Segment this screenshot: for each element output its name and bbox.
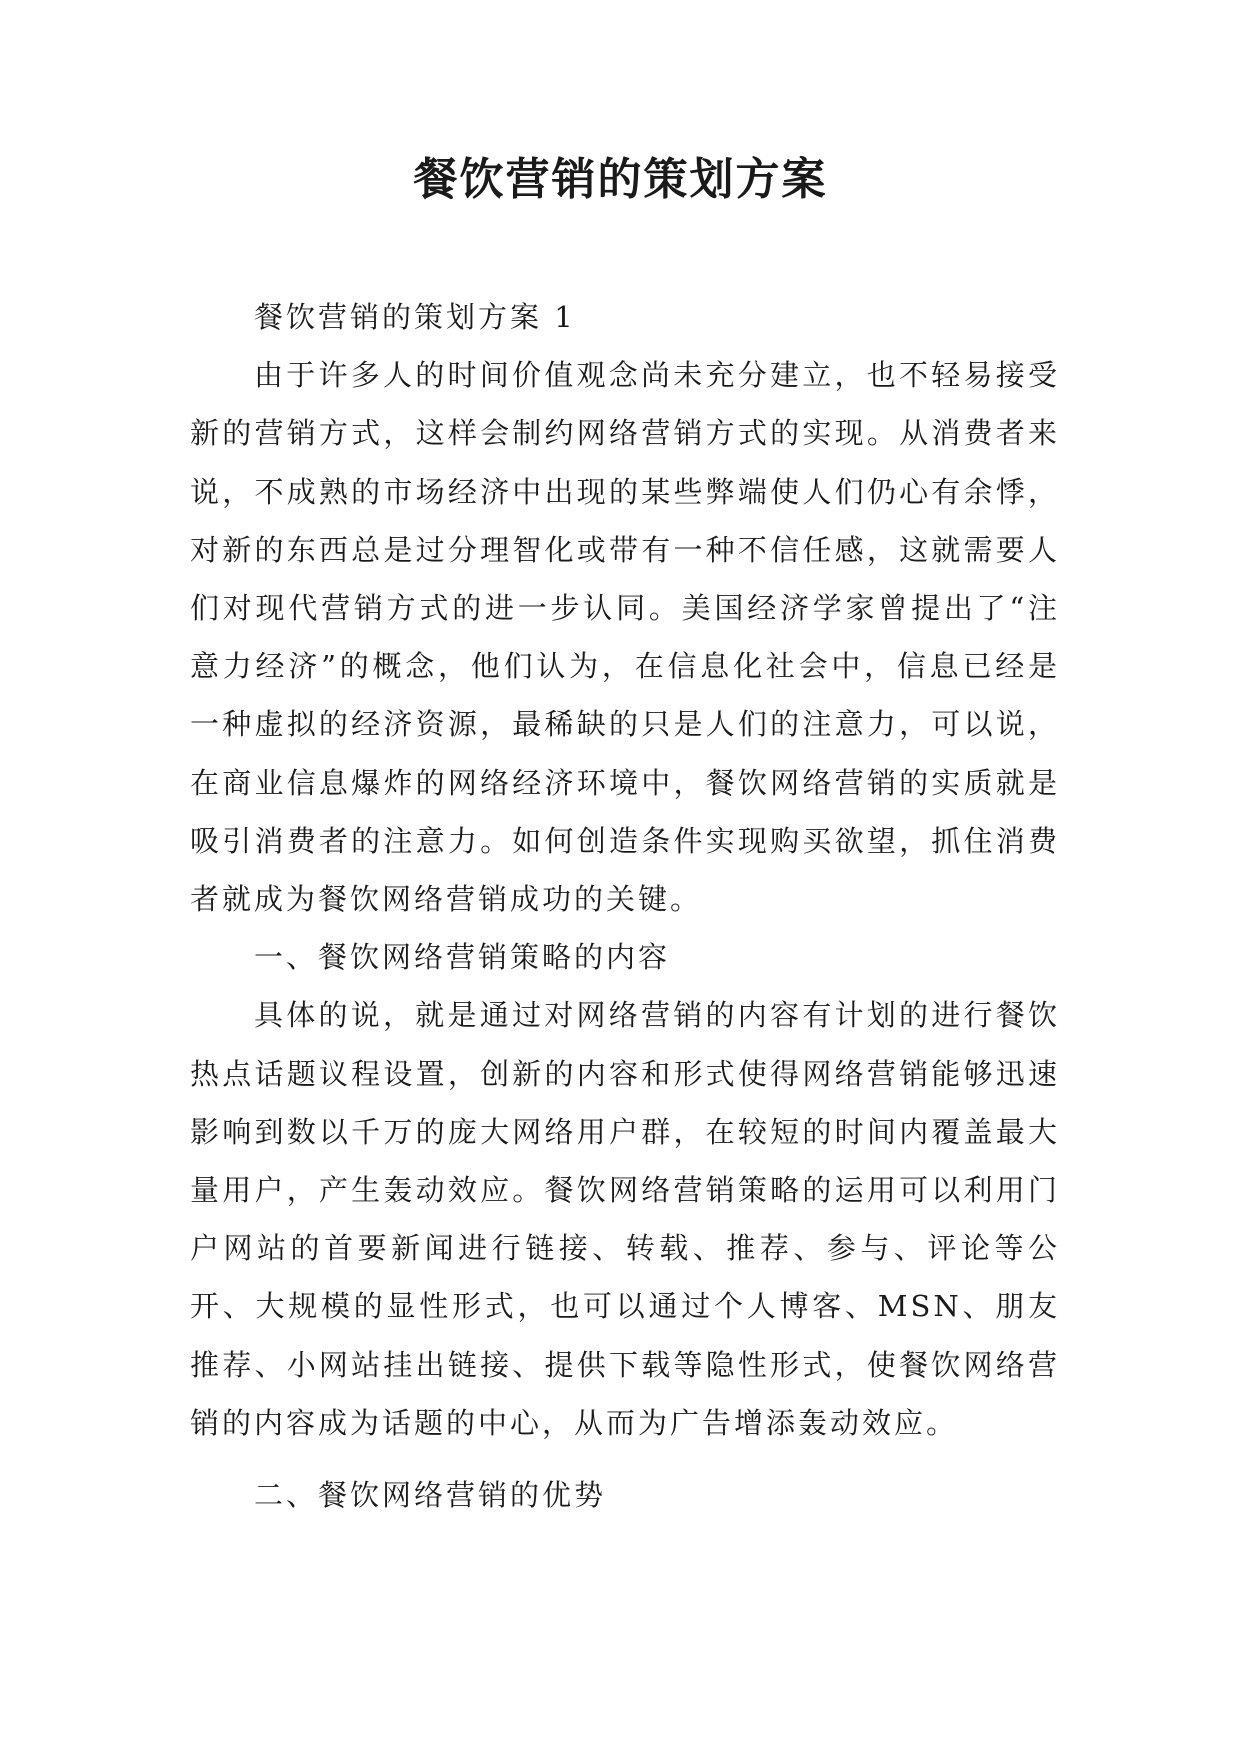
document-title: 餐饮营销的策划方案 <box>413 154 828 205</box>
document-body <box>190 288 1060 1524</box>
section-heading-strategy-content: 一、餐饮网络营销策略的内容 <box>254 940 671 975</box>
paragraph-attention-economy: 由于许多人的时间价值观念尚未充分建立，也不轻易接受新的营销方式，这样会制约网络营销方式的实现。从消费者来说，不成熟的市场经济中出现的某些弊端使人们仍心有余悸，对新的东西总是过分理智化或带有一种不信任感，这就需要人们对现代营销方式的进一步认同。美国经济学家曾提出了“注意力经济”的概念，他们认为，在信息化社会中，信息已经是一种虚拟的经济资源，最稀缺的只是人们的注意力，可以说，在商业信息爆炸的网络经济环境中，餐饮网络营销的实质就是吸引消费者的注意力。如何创造条件实现购买欲望，抓住消费者就成为餐饮网络营销成功的关键。 <box>190 358 1060 917</box>
section-heading-advantages: 二、餐饮网络营销的优势 <box>254 1478 607 1513</box>
paragraph-strategy-details: 具体的说，就是通过对网络营销的内容有计划的进行餐饮热点话题议程设置，创新的内容和形式使得网络营销能够迅速影响到数以千万的庞大网络用户群，在较短的时间内覆盖最大量用户，产生轰动效应。餐饮网络营销策略的运用可以利用门户网站的首要新闻进行链接、转载、推荐、参与、评论等公开、大规模的显性形式，也可以通过个人博客、MSN、朋友推荐、小网站挂出链接、提供下载等隐性形式，使餐饮网络营销的内容成为话题的中心，从而为广告增添轰动效应。 <box>190 998 1060 1440</box>
section-heading-plan-1: 餐饮营销的策划方案 1 <box>254 300 576 334</box>
